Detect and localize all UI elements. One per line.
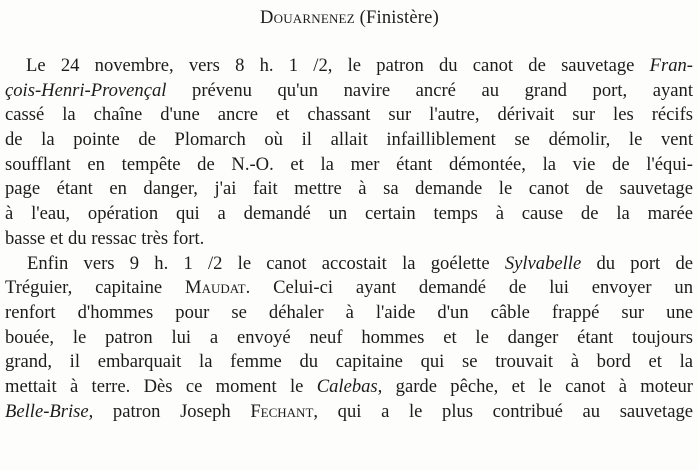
page-heading <box>0 7 699 29</box>
text-line: page étant en danger, j'ai fait mettre à sa demande le canot de sauvetage <box>5 178 693 200</box>
paragraph-2 <box>5 252 693 425</box>
captain-name: Maudat <box>185 277 246 299</box>
text-line: de la pointe de Plomarch où il allait infailliblement se démolir, le vent <box>5 129 693 151</box>
text-line: çois-Henri-Provençal prévenu qu'un navire ancré au grand port, ayant <box>5 79 693 101</box>
text-line: Tréguier, capitaine Maudat. Celui-ci ayant demandé de lui envoyer un <box>5 277 693 299</box>
ship-name: Calebas <box>316 375 378 397</box>
boat-name: Fran- <box>649 55 693 76</box>
text-line: Enfin vers 9 h. 1 /2 le canot accostait la goélette Sylvabelle du port de <box>27 252 693 274</box>
ship-name: Sylvabelle <box>504 252 582 274</box>
text-line: renfort d'hommes pour se déhaler à l'aide d'un câble frappé sur une <box>5 301 693 323</box>
text-line: Le 24 novembre, vers 8 h. 1 /2, le patron du canot de sauvetage Fran- <box>26 55 693 76</box>
boat-name: çois-Henri-Provençal <box>5 79 167 101</box>
text-line: grand, il embarquait la femme du capitaine qui se trouvait à bord et la <box>5 351 693 373</box>
boat-name: Belle-Brise <box>5 400 89 422</box>
text-line: basse et du ressac très fort. <box>5 227 205 249</box>
text-line: bouée, le patron lui a envoyé neuf hommes et le danger étant toujours <box>5 326 693 348</box>
paragraph-1 <box>5 54 693 252</box>
patron-name: Fechant <box>250 400 314 422</box>
heading-place: Douarnenez <box>260 8 355 28</box>
text-line: à l'eau, opération qui a demandé un certain temps à cause de la marée <box>5 203 693 225</box>
text-line: cassé la chaîne d'une ancre et chassant sur l'autre, dérivait sur les récifs <box>5 104 693 126</box>
body-text <box>5 54 693 424</box>
heading-department: (Finistère) <box>359 8 439 28</box>
text-line: Belle-Brise, patron Joseph Fechant, qui a le plus contribué au sauvetage <box>5 400 693 422</box>
text-line: mettait à terre. Dès ce moment le Calebas, garde pêche, et le canot à moteur <box>5 375 693 397</box>
text-line: soufflant en tempête de N.-O. et la mer étant démontée, la vie de l'équi- <box>5 153 693 175</box>
